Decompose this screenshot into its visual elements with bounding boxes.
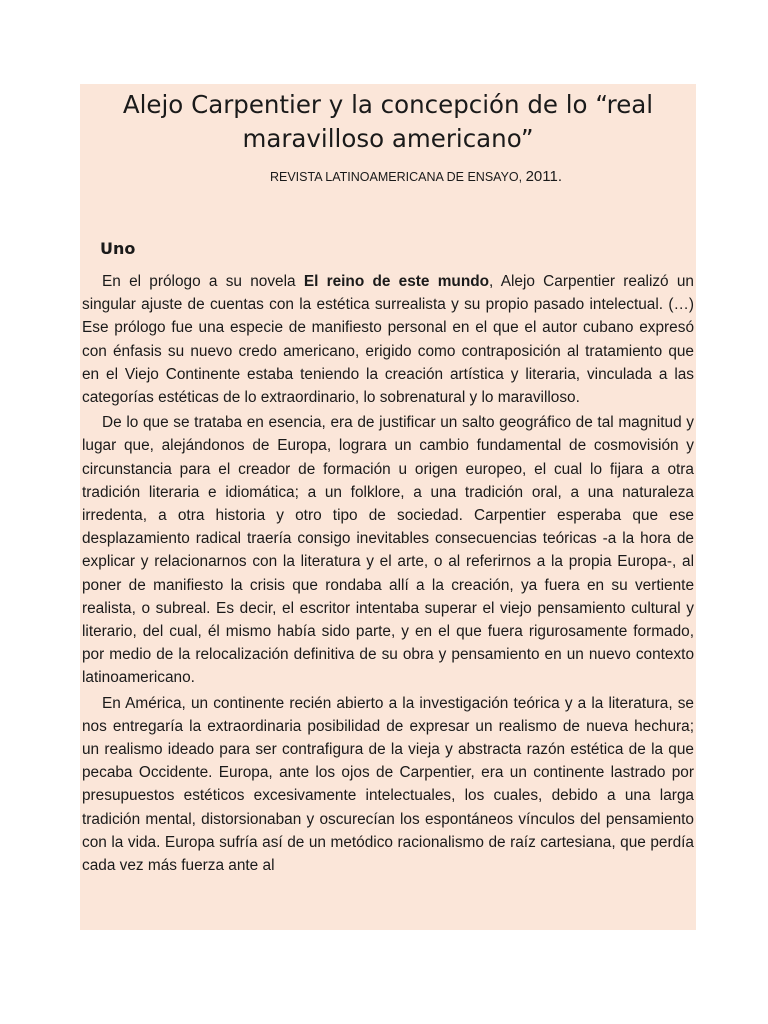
section-heading: Uno [100, 239, 136, 258]
title-line-2: maravilloso americano” [242, 124, 534, 153]
paragraph-1-rest: , Alejo Carpentier realizó un singular ajuste de cuentas con la estética surrealista y su propio pasado intelectual. (…) Ese prólogo fue una especie de manifiesto personal en el que el autor cubano expresó con énfasis su nuevo credo americano, erigido como contraposición al tratamiento que en el Viejo Continente estaba teniendo la creación artística y literaria, vinculada a las categorías estéticas de lo extraordinario, lo sobrenatural y lo maravilloso. [82, 273, 694, 407]
paragraph-3: En América, un continente recién abierto a la investigación teórica y a la literatura, se nos entregaría la extraordinaria posibilidad de expresar un realismo de nueva hechura; un realismo ideado para ser contrafigura de la vieja y abstracta razón estética de la que pecaba Occidente. Europa, ante los ojos de Carpentier, era un continente lastrado por presupuestos estéticos excesivamente intelectuales, los cuales, debido a una larga tradición mental, distorsionaban y oscurecían los espontáneos vínculos del pensamiento con la vida. Europa sufría así de un metódico racionalismo de raíz cartesiana, que perdía cada vez más fuerza ante al [82, 694, 694, 875]
paragraph-1 [82, 270, 694, 409]
document-title [80, 84, 696, 156]
title-line-1: Alejo Carpentier y la concepción de lo “real [122, 90, 654, 119]
document-source [80, 166, 696, 188]
source-year: 2011. [525, 168, 563, 185]
paragraph-1-start: En el prólogo a su novela [102, 273, 304, 290]
document-page [80, 84, 696, 930]
source-name: REVISTA LATINOAMERICANA DE ENSAYO, [269, 170, 526, 184]
novel-title: El reino de este mundo [303, 273, 490, 290]
document-body [80, 270, 696, 877]
paragraph-2: De lo que se trataba en esencia, era de justificar un salto geográfico de tal magnitud y lugar que, alejándonos de Europa, lograra un cambio fundamental de cosmovisión y circunstancia para el creador de formación u origen europeo, el cual lo fijara a otra tradición literaria e idiomática; a un folklore, a una tradición oral, a una naturaleza irredenta, a otra historia y otro tipo de sociedad. Carpentier esperaba que ese desplazamiento radical traería consigo inevitables consecuencias teóricas -a la hora de explicar y relacionarnos con la literatura y el arte, o al referirnos a la propia Europa-, al poner de manifiesto la crisis que rondaba allí a la creación, ya fuera en su vertiente realista, o subreal. Es decir, el escritor intentaba superar el viejo pensamiento cultural y literario, del cual, él mismo había sido parte, y en el que fuera rigurosamente formado, por medio de la relocalización definitiva de su obra y pensamiento en un nuevo contexto latinoamericano. [82, 414, 694, 687]
